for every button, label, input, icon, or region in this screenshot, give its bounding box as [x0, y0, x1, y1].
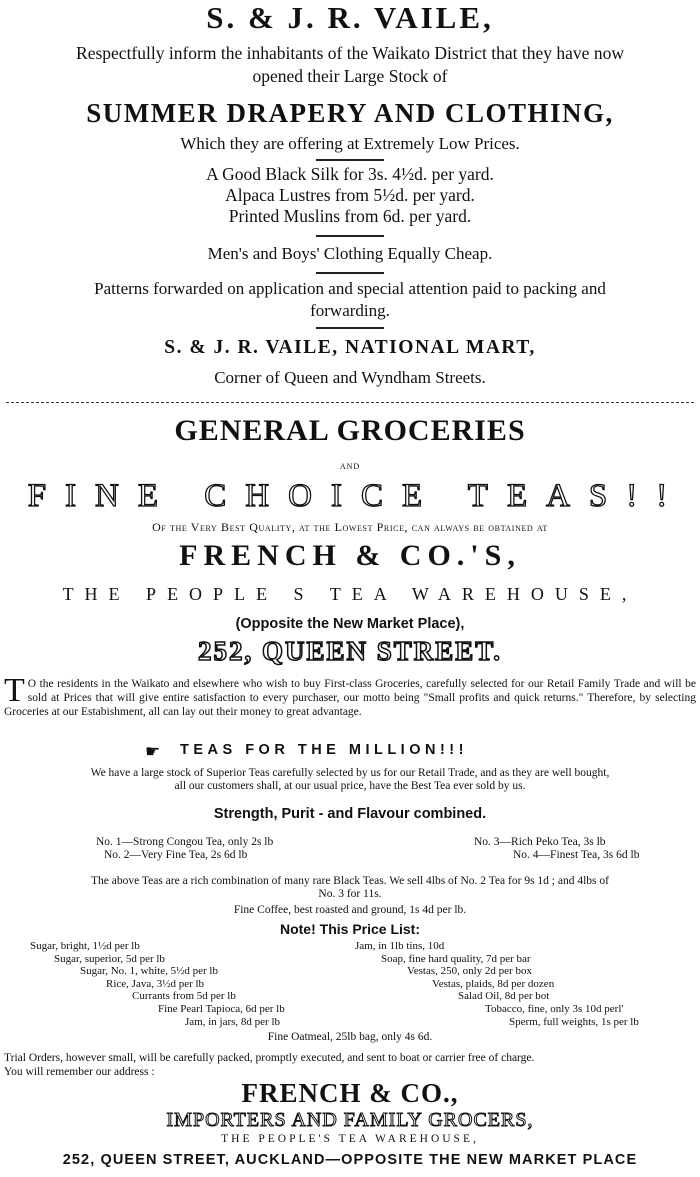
vaile-corner: Corner of Queen and Wyndham Streets.: [214, 368, 486, 387]
price-item: Sugar, bright, 1½d per lb: [30, 940, 140, 952]
tea-price: No. 4—Finest Tea, 3s 6d lb: [513, 849, 640, 861]
vaile-patterns-line-2: forwarding.: [310, 301, 390, 320]
footer-address: 252, QUEEN STREET, AUCKLAND—OPPOSITE THE NEW MARKET PLACE: [62, 1152, 638, 1168]
residents-paragraph: [4, 672, 696, 719]
vaile-intro-line-2: opened their Large Stock of: [252, 66, 448, 86]
tea-price: No. 1—Strong Congou Tea, only 2s lb: [96, 836, 274, 848]
price-item: Tobacco, fine, only 3s 10d perl': [485, 1002, 624, 1015]
coffee-line: Fine Coffee, best roasted and ground, 1s 4d per lb.: [233, 904, 467, 916]
residents-text: O the residents in the Waikato and elsewhere who wish to buy First-class Groceries, carefully selected for our Retail Family Trade and will be sold at Prices that will give entire satisfaction to every purchaser, our motto being "Small profits and quick returns." Therefore, by selecting Groceries at our Estabishment, all can lay out their money to great advantage.: [4, 678, 696, 718]
price-item: Sugar, No. 1, white, 5½d per lb: [80, 965, 218, 978]
vaile-item: Alpaca Lustres from 5½d. per yard.: [225, 185, 475, 205]
above-teas-line-2: No. 3 for 11s.: [318, 888, 382, 900]
price-item: Vestas, plaids, 8d per dozen: [432, 977, 555, 990]
trial-orders-line-1: Trial Orders, however small, will be carefully packed, promptly executed, and sent to boat or carrier free of charge.: [4, 1052, 535, 1064]
vaile-item: A Good Black Silk for 3s. 4½d. per yard.: [206, 164, 494, 184]
stock-line-2: all our customers shall, at our usual price, have the Best Tea ever sold by us.: [174, 780, 526, 792]
opposite-market-place: (Opposite the New Market Place),: [235, 616, 465, 632]
vaile-national-mart: S. & J. R. VAILE, NATIONAL MART,: [164, 337, 536, 358]
stock-line-1: We have a large stock of Superior Teas carefully selected by us for our Retail Trade, and as they are well bought,: [90, 767, 610, 779]
vaile-headline: SUMMER DRAPERY AND CLOTHING,: [86, 98, 614, 128]
price-item: Fine Pearl Tapioca, 6d per lb: [158, 1002, 285, 1015]
price-item: Sugar, superior, 5d per lb: [54, 952, 165, 965]
importers-family-grocers: IMPORTERS AND FAMILY GROCERS,: [166, 1109, 534, 1131]
vaile-mens-clothing: Men's and Boys' Clothing Equally Cheap.: [207, 244, 493, 263]
queen-street-address: 252, QUEEN STREET.: [197, 636, 503, 666]
price-list-right: [355, 940, 639, 1028]
fine-choice-teas-heading: FINE CHOICE TEAS!!: [27, 478, 687, 514]
price-item: Jam, in 1lb tins, 10d: [355, 940, 445, 952]
drop-cap-letter: T: [4, 672, 25, 709]
price-item: Rice, Java, 3½d per lb: [106, 977, 205, 990]
french-co-name: FRENCH & CO.'S,: [179, 539, 521, 572]
divider: [316, 327, 384, 329]
vaile-patterns-line-1: Patterns forwarded on application and special attention paid to packing and: [94, 279, 606, 298]
and-label: AND: [339, 462, 361, 471]
general-groceries-heading: GENERAL GROCERIES: [174, 414, 526, 447]
footer-french-co: FRENCH & CO.,: [241, 1078, 459, 1108]
trial-orders-line-2: You will remember our address :: [4, 1066, 155, 1078]
price-item: Salad Oil, 8d per bot: [458, 990, 550, 1003]
section-separator: [6, 402, 694, 403]
divider: [316, 272, 384, 274]
tea-price: No. 2—Very Fine Tea, 2s 6d lb: [104, 849, 248, 861]
price-list-title: Note! This Price List:: [279, 921, 421, 937]
peoples-tea-warehouse: THE PEOPLE S TEA WAREHOUSE,: [62, 584, 638, 604]
very-best-quality-line: Of the Very Best Quality, at the Lowest Price, can always be obtained at: [152, 520, 548, 534]
vaile-title: S. & J. R. VAILE,: [206, 0, 494, 35]
price-list-left: [30, 940, 285, 1028]
price-item: Jam, in jars, 8d per lb: [185, 1015, 281, 1028]
price-item: Vestas, 250, only 2d per box: [407, 965, 532, 978]
divider: [316, 235, 384, 237]
vaile-offering: Which they are offering at Extremely Low Prices.: [180, 134, 520, 153]
divider: [316, 159, 384, 161]
price-item: Soap, fine hard quality, 7d per bar: [381, 952, 531, 965]
price-item: Currants from 5d per lb: [132, 990, 236, 1003]
footer-tea-warehouse: THE PEOPLE'S TEA WAREHOUSE,: [221, 1133, 479, 1145]
oatmeal-line: Fine Oatmeal, 25lb bag, only 4s 6d.: [267, 1031, 433, 1043]
vaile-item-list: [0, 164, 700, 227]
tea-price: No. 3—Rich Peko Tea, 3s lb: [474, 836, 606, 848]
vaile-intro-line-1: Respectfully inform the inhabitants of the Waikato District that they have now: [76, 43, 624, 63]
price-item: Sperm, full weights, 1s per lb: [509, 1015, 639, 1028]
strength-purity-flavour: Strength, Purit - and Flavour combined.: [213, 806, 487, 822]
teas-for-the-million: TEAS FOR THE MILLION!!!: [180, 742, 468, 758]
pointing-hand-icon: ☛: [145, 742, 161, 761]
above-teas-line-1: The above Teas are a rich combination of many rare Black Teas. We sell 4lbs of No. 2 Tea for 9s 1d ; and 4lbs of: [91, 875, 609, 887]
vaile-item: Printed Muslins from 6d. per yard.: [228, 206, 472, 226]
